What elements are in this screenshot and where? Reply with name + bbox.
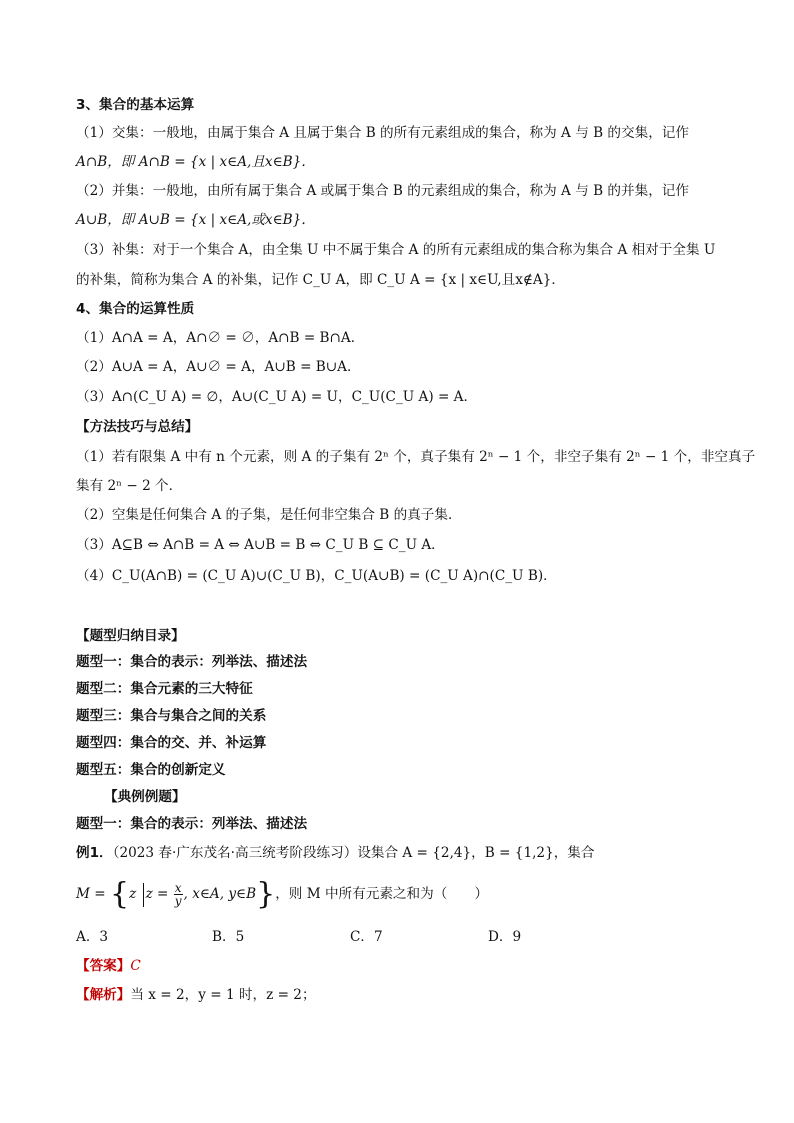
union-definition: （2）并集：一般地，由所有属于集合 A 或属于集合 B 的元素组成的集合，称为 A 与 B 的并集，记作 [76,183,689,199]
intersection-formula: A∩B，即 A∩B = {x | x∈A,且x∈B}． [76,154,315,170]
catalog-item-5: 题型五：集合的创新定义 [76,762,226,778]
option-d[interactable]: D．9 [488,929,522,945]
section-3-heading: 3、集合的基本运算 [76,97,195,113]
property-2: （2）A∪A = A，A∪∅ = A，A∪B = B∪A． [76,359,361,375]
left-brace: { [109,876,130,912]
option-a[interactable]: A．3 [76,929,109,945]
example-1-statement [76,843,734,863]
set-z: z [129,886,137,902]
set-bar [143,883,144,907]
complement-definition: （3）补集：对于一个集合 A，由全集 U 中不属于集合 A 的所有元素组成的集合称为集合 A 相对于全集 U [76,242,716,258]
method-heading: 【方法技巧与总结】 [76,419,199,435]
analysis-line [76,985,734,1005]
examples-heading: 【典例例题】 [104,789,186,805]
intersection-definition: （1）交集：一般地，由属于集合 A 且属于集合 B 的所有元素组成的集合，称为 A 与 B 的交集，记作 [76,125,689,141]
example-1-text: （2023 春·广东茂名·高三统考阶段练习）设集合 A = {2,4}，B = {1,2}，集合 [112,845,595,861]
analysis-label: 【解析】 [76,987,131,1003]
catalog-item-2: 题型二：集合元素的三大特征 [76,681,253,697]
example-1-options [76,927,734,947]
fraction-numerator: x [174,881,182,895]
catalog-item-4: 题型四：集合的交、并、补运算 [76,735,267,751]
type-1-heading: 题型一：集合的表示：列举法、描述法 [76,816,308,832]
section-4-heading: 4、集合的运算性质 [76,301,195,317]
option-c[interactable]: C．7 [350,929,383,945]
answer-line [76,956,734,976]
answer-label: 【答案】 [76,958,131,974]
set-conditions: , x∈A, y∈B [183,886,257,902]
property-3: （3）A∩(C_U A) = ∅，A∪(C_U A) = U，C_U(C_U A) = A． [76,389,478,405]
union-formula: A∪B，即 A∪B = {x | x∈A,或x∈B}． [76,212,315,228]
analysis-text: 当 x = 2，y = 1 时，z = 2； [130,987,316,1003]
option-b[interactable]: B．5 [212,929,245,945]
example-1-question-tail: ，则 M 中所有元素之和为（ ） [275,886,489,902]
method-3: （3）A⊆B ⇔ A∩B = A ⇔ A∪B = B ⇔ C_U B ⊆ C_U A． [76,537,445,553]
method-1-line-2: 集有 2ⁿ − 2 个． [76,478,183,494]
property-1: （1）A∩A = A，A∩∅ = ∅，A∩B = B∩A． [76,330,365,346]
example-1-label: 例1． [76,845,113,861]
fraction-denominator: y [174,894,182,908]
set-z-eq: z = [145,886,169,902]
answer-value: C [130,958,141,974]
set-m-left: M = [76,886,106,902]
catalog-item-1: 题型一：集合的表示：列举法、描述法 [76,654,308,670]
method-4: （4）C_U(A∩B) = (C_U A)∪(C_U B)，C_U(A∪B) = (C_U A)∩(C_U B)． [76,568,557,584]
catalog-heading: 【题型归纳目录】 [76,628,185,644]
catalog-item-3: 题型三：集合与集合之间的关系 [76,708,267,724]
method-2: （2）空集是任何集合 A 的子集，是任何非空集合 B 的真子集． [76,507,462,523]
fraction-x-over-y [174,882,183,907]
example-1-set-definition [76,876,734,912]
complement-formula: 的补集，简称为集合 A 的补集，记作 C_U A，即 C_U A = {x | x∈U,且x∉A}． [76,272,565,288]
method-1-line-1: （1）若有限集 A 中有 n 个元素，则 A 的子集有 2ⁿ 个，真子集有 2ⁿ − 1 个，非空子集有 2ⁿ − 1 个，非空真子 [76,449,756,465]
right-brace: } [256,876,276,912]
